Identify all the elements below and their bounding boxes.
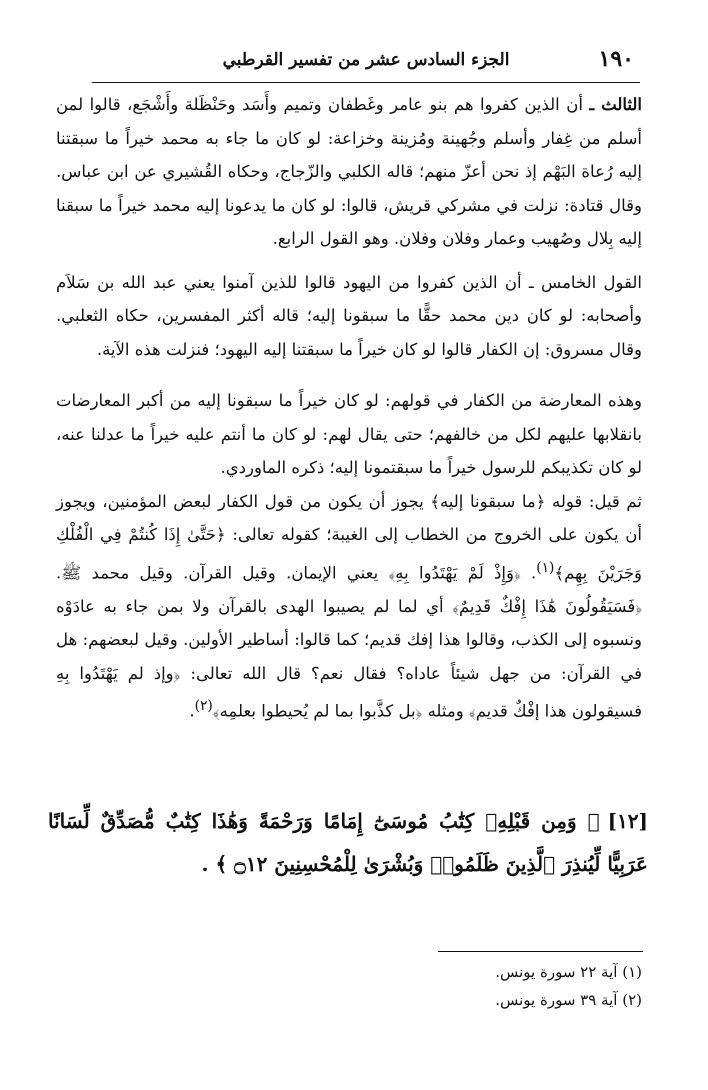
verse-number: [١٢]	[607, 809, 648, 833]
body-text	[56, 88, 642, 728]
footnote-text: آية ٢٢ سورة يونس.	[495, 963, 618, 981]
paragraph-text: أن الذين كفروا من اليهود قالوا للذين آمنوا يعني عبد الله بن سَلاَم وأصحابه: لو كان دين محمد حقًّا ما سبقونا إليه؛ قاله أكثر المفسرين، حكاه الثعلبي. وقال مسروق: إن الكفار قالوا لو كان خيراً ما سبقتنا إليه اليهود؛ فنزلت هذه الآية.	[56, 272, 642, 359]
page-header	[92, 40, 640, 83]
running-title: الجزء السادس عشر من تفسير القرطبي	[222, 50, 510, 70]
paragraph-text: أن الذين كفروا هم بنو عامر وغَطفان وتميم وأَسَد وحَنْظَلة وأَشْجَع، قالوا لمن أسلم من غِفار وأسلم وجُهينة ومُزينة وخزاعة: لو كان ما جاء به محمد خيراً ما سبقتنا إليه رُعاة البَهْم إذ نحن أعزّ منهم؛ قاله الكلبي والزّجاج، وحكاه القُشيري عن ابن عباس. وقال قتادة: نزلت في مشركي قريش، قالوا: لو كان ما يدعونا إليه محمد خيراً ما سبقنا إليه بِلال وصُهيب وعمار وفلان وفلان. وهو القول الرابع.	[56, 95, 642, 248]
paragraph-interpretation	[56, 485, 642, 729]
footnote-marker: (١)	[622, 963, 642, 981]
paragraph-text: وهذه المعارضة من الكفار في قولهم: لو كان خيراً ما سبقونا إليه من أكبر المعارضات بانقلابها عليهم لكل من خالفهم؛ حتى يقال لهم: لو كان ما أنتم عليه خيراً ما عدلنا عنه، لو كان تكذيبكم للرسول خيراً ما سبقتمونا إليه؛ ذكره الماوردي.	[56, 391, 642, 477]
footnote-item	[330, 958, 642, 986]
paragraph-text: . ﴿وَإِذْ لَمْ يَهْتَدُوا بِهِ﴾ يعني الإيمان. وقيل القرآن. وقيل محمد ﷺ. ﴿فَسَيَقُولُونَ هَٰذَا إِفْكٌ قَدِيمٌ﴾ أي لما لم يصيبوا الهدى بالقرآن ولا بمن جاء به عادَوْه ونسبوه إلى الكذب، وقالوا هذا إفك قديم؛ كما قالوا: أساطير الأولين. وقيل لبعضهم: هل في القرآن: من جهل شيئاً عاداه؟ فقال نعم؟ قال الله تعالى: ﴿وإذ لم يَهْتَدُوا بِهِ فسيقولون هذا إفْكٌ قديم﴾ ومثله ﴿بل كذَّبوا بما لم يُحيطوا بعلمِه﴾	[56, 563, 642, 721]
footnote-text: آية ٣٩ سورة يونس.	[495, 991, 618, 1009]
paragraph-objection	[56, 384, 642, 485]
paragraph-end: .	[189, 701, 195, 721]
footnote-item	[330, 986, 642, 1014]
paragraph-third-opinion	[56, 88, 642, 256]
footnote-ref: (٢)	[194, 698, 213, 714]
page-number: ١٩٠	[598, 46, 634, 72]
footnotes	[330, 958, 642, 1014]
paragraph-fifth-opinion	[56, 266, 642, 367]
footnote-divider	[438, 951, 643, 952]
quran-verse	[48, 800, 648, 886]
verse-text: ﴿ وَمِن قَبْلِهِۦ كِتَٰبُ مُوسَىٰٓ إِمَامًا وَرَحْمَةً وَهَٰذَا كِتَٰبٌ مُّصَدِّقٌ لِّسَانًا عَرَبِيًّا لِّيُنذِرَ ٱلَّذِينَ ظَلَمُوا۟ وَبُشْرَىٰ لِلْمُحْسِنِينَ ۝١٢ ﴾ .	[48, 809, 648, 876]
paragraph-lead: القول الخامس ـ	[528, 272, 642, 292]
footnote-marker: (٢)	[622, 991, 642, 1009]
paragraph-lead: الثالث ـ	[589, 95, 642, 114]
footnote-ref: (١)	[536, 559, 555, 576]
paragraph-text: ثم قيل: قوله ﴿ما سبقونا إليه﴾ يجوز أن يكون من قول الكفار لبعض المؤمنين، ويجوز أن يكون على الخروج من الخطاب إلى الغيبة؛ كقوله تعالى: ﴿حَتَّىٰ إِذَا كُنتُمْ فِي الْفُلْكِ وَجَرَيْنَ بِهِم﴾	[56, 491, 642, 582]
